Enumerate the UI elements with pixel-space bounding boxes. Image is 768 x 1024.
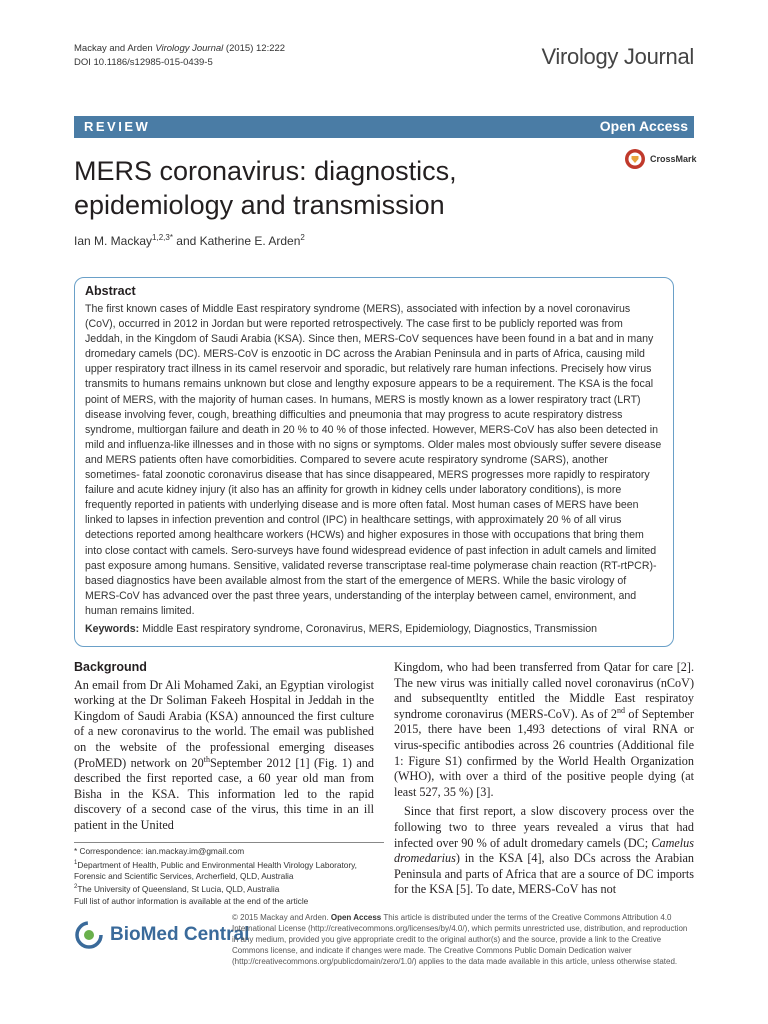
title-line-1: MERS coronavirus: diagnostics, — [74, 156, 457, 186]
affiliation-2 — [74, 882, 384, 895]
paragraph-1-text-b: September 2012 [1] (Fig. 1) and described the first reported case, a 60 year old man from Bisha in the KSA. This information led to the rapid discovery of a second case of the virus, this time in an ill patient in the United — [74, 755, 374, 832]
article-type-bar — [74, 116, 694, 138]
ordinal-nd: nd — [616, 705, 625, 715]
abstract-heading: Abstract — [85, 284, 136, 298]
open-access-label: Open Access — [599, 118, 688, 134]
correspondence[interactable]: * Correspondence: ian.mackay.im@gmail.com — [74, 846, 245, 856]
affiliation-2-text: The University of Queensland, St Lucia, QLD, Australia — [77, 884, 280, 895]
paragraph-2-text-a: Kingdom, who had been transferred from Qatar for care [2]. The new virus was initially called novel coronavirus (nCoV) and subsequentlty entitled the Middle East respiratoy syndrome coronavirus (MERS-CoV). As of 2 — [394, 660, 694, 721]
body-column-left — [74, 660, 374, 834]
author-list — [74, 233, 305, 248]
citation-authors: Mackay and Arden — [74, 43, 153, 54]
abstract-box — [74, 277, 674, 647]
affiliation-1-number: 1 — [74, 859, 78, 866]
keywords — [85, 623, 663, 635]
crossmark-icon — [624, 148, 646, 170]
footnotes — [74, 842, 384, 907]
license-text: This article is distributed under the terms of the Creative Commons Attribution 4.0 International License (http://creativecommons.org/licenses/by/4.0/), which permits unrestricted use, distribution, and reproduction in any medium, provided you give appropriate credit to the original author(s) and the source, provide a link to the Creative Commons license, and indicate if changes were made. The Creative Commons Public Domain Dedication waiver (http://creativecommons.org/publicdomain/zero/1.0/) applies to the data made available in this article, unless otherwise stated. — [232, 913, 688, 966]
citation-volume: (2015) 12:222 — [223, 43, 286, 54]
author-2-affiliations: 2 — [300, 233, 305, 242]
author-1-affiliations: 1,2,3* — [152, 233, 173, 242]
citation-line — [74, 42, 285, 56]
doi[interactable]: DOI 10.1186/s12985-015-0439-5 — [74, 57, 213, 68]
crossmark-label: CrossMark — [650, 154, 697, 164]
paragraph-2-text-b: of September 2015, there have been 1,493 detections of viral RNA or virus-specific antibodies across 26 countries (Additional file 1: Figure S1) confirmed by the World Health Organization (WHO), with over a third of the positive people dying (at least 527, 35 %) [3]. — [394, 706, 694, 799]
full-author-info-note: Full list of author information is available at the end of the article — [74, 895, 309, 906]
paragraph-3-text-b: ) in the KSA [4], also DCs across the Arabian Peninsula and parts of Africa that are a source of DC imports for the KSA [5]. To date, MERS-CoV has not — [394, 851, 694, 897]
paragraph-1-text-a: An email from Dr Ali Mohamed Zaki, an Egyptian virologist working at the Dr Soliman Fakeeh Hospital in Jeddah in the Kingdom of Saudi Arabia (KSA) announced the first culture of a new coronavirus to the world. The email was published on the website of the professional emerging diseases (ProMED) network on 20 — [74, 677, 374, 770]
citation-header — [74, 42, 285, 70]
open-access-bold: Open Access — [330, 913, 382, 922]
license-statement — [232, 912, 694, 967]
abstract-text: The first known cases of Middle East respiratory syndrome (MERS), associated with infection by a novel coronavirus (CoV), occurred in 2012 in Jordan but were reported retrospectively. The case first to be publicly reported was from Jeddah, in the Kingdom of Saudi Arabia (KSA). Since then, MERS-CoV sequences have been found in a bat and in many dromedary camels (DC). MERS-CoV is enzootic in DC across the Arabian Peninsula and in parts of Africa, causing mild upper respiratory tract illness in its camel reservoir and sporadic, but relatively rare human infections. Precisely how virus transmits to humans remains unknown but close and lengthy exposure appears to be a requirement. The KSA is the focal point of MERS, with the majority of human cases. In humans, MERS is mostly known as a lower respiratory tract (LRT) disease involving fever, cough, breathing difficulties and pneumonia that may progress to acute respiratory distress syndrome, multiorgan failure and death in 20 % to 40 % of those infected. However, MERS-CoV has also been detected in mild and influenza-like illnesses and in those with no signs or symptoms. Older males most obviously suffer severe disease and MERS patients often have comorbidities. Compared to severe acute respiratory syndrome (SARS), another sometimes- fatal zoonotic coronavirus disease that has since disappeared, MERS progresses more rapidly to respiratory failure and acute kidney injury (it also has an affinity for growth in kidney cells under laboratory conditions), is more frequently reported in patients with underlying disease and is more often fatal. Most human cases of MERS have been linked to lapses in infection prevention and control (IPC) in healthcare settings, with approximately 20 % of all virus detections reported among healthcare workers (HCWs) and higher exposures in those with occupations that bring them into close contact with camels. Sero-surveys have found widespread evidence of past infection in adult camels and limited past exposure among humans. Sensitive, validated reverse transcriptase real-time polymerase chain reaction (RT-rtPCR)-based diagnostics have been available almost from the start of the emergence of MERS. While the basic virology of MERS-CoV has advanced over the past three years, understanding of the interplay between camel, environment, and human remains limited. — [85, 303, 662, 617]
crossmark-badge[interactable] — [624, 148, 697, 170]
author-1[interactable]: Ian M. Mackay — [74, 234, 153, 248]
affiliation-2-number: 2 — [74, 884, 78, 891]
journal-logo: Virology Journal — [541, 44, 694, 69]
keywords-label: Keywords: — [85, 622, 140, 635]
affiliation-1 — [74, 858, 384, 883]
author-2[interactable]: and Katherine E. Arden — [172, 234, 301, 248]
keywords-list: Middle East respiratory syndrome, Coronavirus, MERS, Epidemiology, Diagnostics, Transmission — [139, 622, 598, 635]
ordinal-th: th — [203, 754, 210, 764]
body-paragraph-3 — [394, 804, 694, 898]
paragraph-3-text-a: Since that first report, a slow discovery process over the following two to three years revealed a virus that had infected over 90 % of adult dromedary camels (DC; — [394, 804, 694, 850]
affiliation-1-text: Department of Health, Public and Environmental Health Virology Laboratory, Forensic and Scientific Services, Archerfield, QLD, Australia — [74, 859, 357, 881]
biomed-central-logo[interactable] — [74, 920, 249, 950]
body-paragraph-1 — [74, 678, 374, 834]
body-column-right — [394, 660, 694, 898]
article-title — [74, 154, 594, 222]
citation-journal: Virology Journal — [155, 43, 224, 54]
article-type-label: REVIEW — [84, 119, 151, 134]
section-heading-background: Background — [74, 660, 147, 674]
title-line-2: epidemiology and transmission — [74, 190, 445, 220]
body-paragraph-2 — [394, 660, 694, 800]
species-name: Camelus dromedarius — [394, 835, 694, 866]
bmc-circle-icon — [74, 920, 104, 950]
bmc-logo-text: BioMed Central — [110, 924, 250, 945]
copyright-text: © 2015 Mackay and Arden. — [232, 913, 331, 922]
